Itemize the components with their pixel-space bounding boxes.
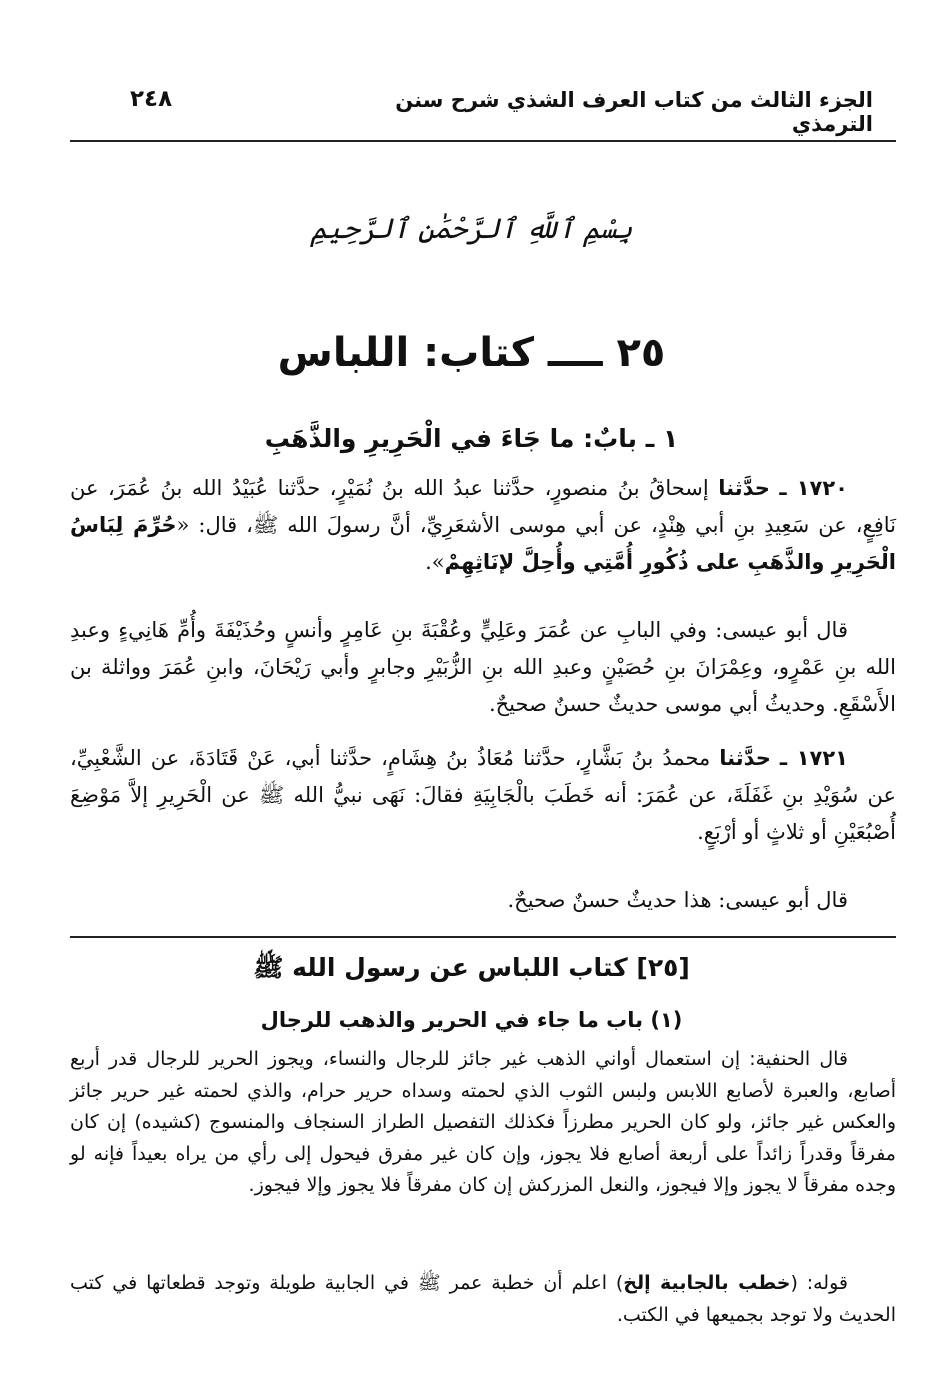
hadith-quote: حُرِّمَ لِبَاسُ الْحَرِيرِ والذَّهَبِ على ذُكُورِ أُمَّتِي وأُحِلَّ لإنَاثِهِمْ [70, 513, 896, 574]
commentary-paragraph-2 [70, 1268, 896, 1331]
abu-isa-comment-2: قال أبو عيسى: هذا حديثٌ حسنٌ صحيحٌ. [507, 888, 848, 912]
basmala: بِسْمِ ٱللَّهِ ٱلرَّحْمَٰنِ ٱلرَّحِيمِ [310, 212, 633, 245]
kitab-title: ٢٥ ــــ كتاب: اللباس [277, 330, 666, 376]
commentary-bab-heading: (١) باب ما جاء في الحرير والذهب للرجال [260, 1008, 683, 1032]
bab-title: ١ ـ بابٌ: ما جَاءَ في الْحَرِيرِ والذَّهَبِ [264, 424, 679, 453]
haddathana-label: حدَّثنا [718, 476, 770, 500]
hadith-text: محمدُ بنُ بَشَّارٍ، حدَّثنا مُعَاذُ بنُ هِشَامٍ، حدَّثنا أبي، عَنْ قَتَادَةَ، عن الشَّعْبِيِّ، عن سُوَيْدِ بنِ غَفَلَةَ، عن عُمَرَ: أنه خَطَبَ بالْجَابِيَةِ فقالَ: نَهَى نبيُّ الله ﷺ عن الْحَرِيرِ إلاَّ مَوْضِعَ أُصْبُعَيْنِ أو ثلاثٍ أو أرْبَعٍ. [70, 746, 896, 844]
header-rule [70, 140, 896, 142]
running-header-title: الجزء الثالث من كتاب العرف الشذي شرح سنن الترمذي [395, 88, 873, 136]
hadith-1720 [70, 470, 896, 581]
commentary-paragraph-1: قال الحنفية: إن استعمال أواني الذهب غير جائز للرجال والنساء، ويجوز الحرير للرجال قدر أربع أصابع، والعبرة لأصابع اللابس ولبس الثوب الذي لحمته وسداه حرير حرام، والذي لحمته غير حرير جائز والعكس غير جائز، ولو كان الحرير مطرزاً فكذلك التفصيل الطراز السنجاف والمنسوج (كشيده) إن كان مفرقاً وقدراً زائداً على أربعة أصابع فلا يجوز، وإن كان غير مفرق فيحول إلى رأي من يراه بعيداً فإنه لو وجده مفرقاً لا يجوز وإلا فيجوز، والنعل المزركش إن كان مفرقاً فلا يجوز وإلا فيجوز. [70, 1048, 896, 1196]
hadith-number: ١٧٢٠ ـ [779, 476, 848, 500]
commentary-divider [70, 936, 896, 938]
page-number: ٢٤٨ [130, 86, 173, 112]
abu-isa-comment-1: قال أبو عيسى: وفي البابِ عن عُمَرَ وعَلِيٍّ وعُقْبَةَ بنِ عَامِرٍ وأنسٍ وحُذَيْفَةَ وأُمِّ هَانِيءٍ وعبدِ الله بنِ عَمْرٍو، وعِمْرَانَ بنِ حُصَيْنٍ وعبدِ الله بنِ الزُّبَيْرِ وجابرٍ وأبي رَيْحَانَ، وابنِ عُمَرَ وواثلة بن الأَسْقَعِ. وحديثُ أبي موسى حديثٌ حسنٌ صحيحٌ. [70, 618, 896, 716]
hadith-1721 [70, 740, 896, 851]
hadith-closing: ». [425, 550, 445, 574]
commentary-lead: قوله: ( [790, 1272, 848, 1294]
commentary-section-heading: [٢٥] كتاب اللباس عن رسول الله ﷺ [253, 953, 690, 982]
commentary-keyword: خطب بالجابية إلخ [623, 1272, 791, 1294]
hadith-text: إسحاقُ بنُ منصورٍ، حدَّثنا عبدُ الله بنُ نُمَيْرٍ، حدَّثنا عُبَيْدُ الله بنُ عُمَرَ، عن نَافِعٍ، عن سَعِيدِ بنِ أبي هِنْدٍ، عن أبي موسى الأشعَرِيِّ، أنَّ رسولَ الله ﷺ، قال: « [70, 476, 896, 537]
commentary-text: ) اعلم أن خطبة عمر ﷺ في الجابية طويلة وتوجد قطعاتها في كتب الحديث ولا توجد بجميعها في الكتب. [70, 1272, 896, 1326]
hadith-number: ١٧٢١ ـ [779, 746, 848, 770]
haddathana-label: حدَّثنا [719, 746, 771, 770]
